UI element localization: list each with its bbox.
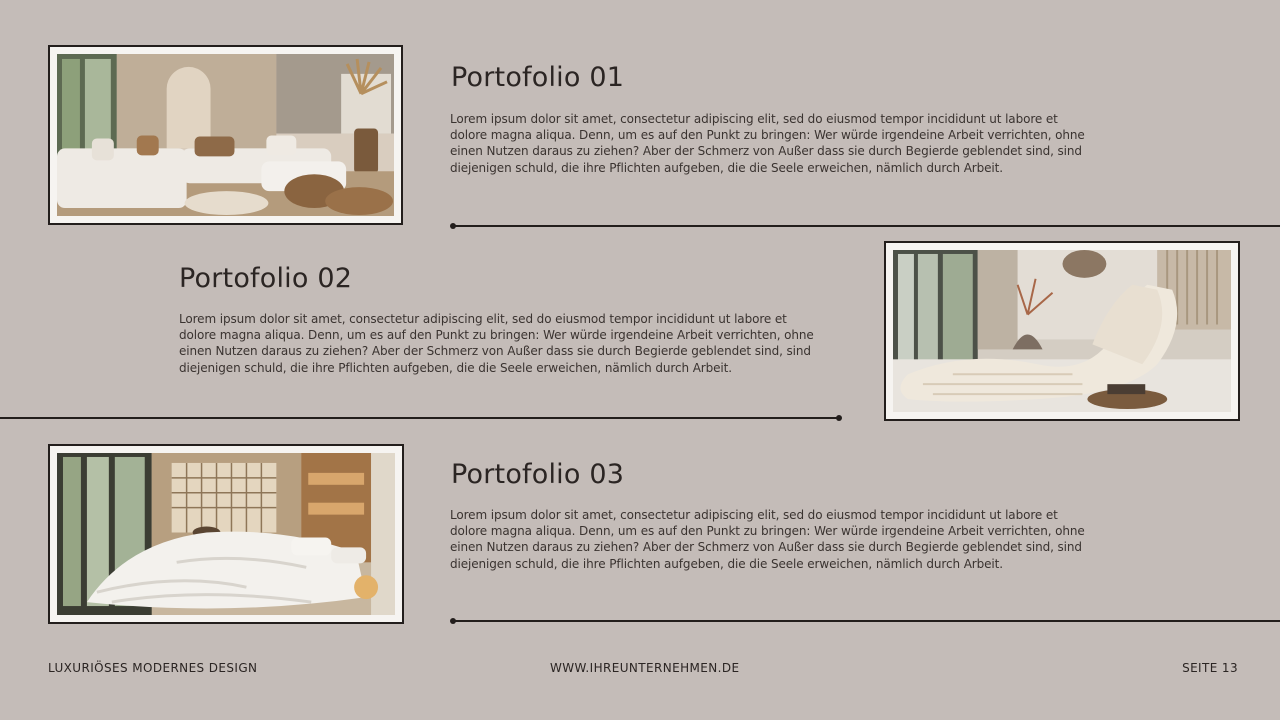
portfolio-03-divider [452,620,1280,622]
footer-website: WWW.IHREUNTERNEHMEN.DE [550,661,740,675]
living-room-photo [57,54,394,216]
footer-page-number: SEITE 13 [1182,661,1238,675]
portfolio-02-title: Portofolio 02 [179,263,353,294]
portfolio-01-text: Lorem ipsum dolor sit amet, consectetur adipiscing elit, sed do eiusmod tempor incididunt ut labore et dolore magna aliqua. Denn, um es auf den Punkt zu bringen: Wer würde irgendeine Arbeit verrichten, ohne einen Nutzen daraus zu ziehen? Aber der Schmerz von Außer dass sie durch Begierde geblendet sind, sind diejenigen schuld, die ihre Pflichten aufgeben, die die Seele erweichen, nämlich durch Arbeit. [450,112,1085,175]
portfolio-01-title: Portofolio 01 [451,62,625,93]
portfolio-01-image-frame [48,45,403,225]
divider-dot [450,618,456,624]
portfolio-02-divider [0,417,841,419]
bedroom-photo [57,453,395,615]
portfolio-03-title: Portofolio 03 [451,459,625,490]
portfolio-02-image-frame [884,241,1240,421]
portfolio-03-image-frame [48,444,404,624]
portfolio-01-divider [452,225,1280,227]
divider-dot [450,223,456,229]
portfolio-03-text: Lorem ipsum dolor sit amet, consectetur adipiscing elit, sed do eiusmod tempor incididunt ut labore et dolore magna aliqua. Denn, um es auf den Punkt zu bringen: Wer würde irgendeine Arbeit verrichten, ohne einen Nutzen daraus zu ziehen? Aber der Schmerz von Außer dass sie durch Begierde geblendet sind, sind diejenigen schuld, die ihre Pflichten aufgeben, die die Seele erweichen, nämlich durch Arbeit. [450,508,1085,571]
divider-dot [836,415,842,421]
footer-brand: LUXURIÖSES MODERNES DESIGN [48,661,258,675]
lounge-chair-photo [893,250,1231,412]
portfolio-02-text: Lorem ipsum dolor sit amet, consectetur adipiscing elit, sed do eiusmod tempor incididunt ut labore et dolore magna aliqua. Denn, um es auf den Punkt zu bringen: Wer würde irgendeine Arbeit verrichten, ohne einen Nutzen daraus zu ziehen? Aber der Schmerz von Außer dass sie durch Begierde geblendet sind, sind diejenigen schuld, die ihre Pflichten aufgeben, die die Seele erweichen, nämlich durch Arbeit. [179,312,814,375]
